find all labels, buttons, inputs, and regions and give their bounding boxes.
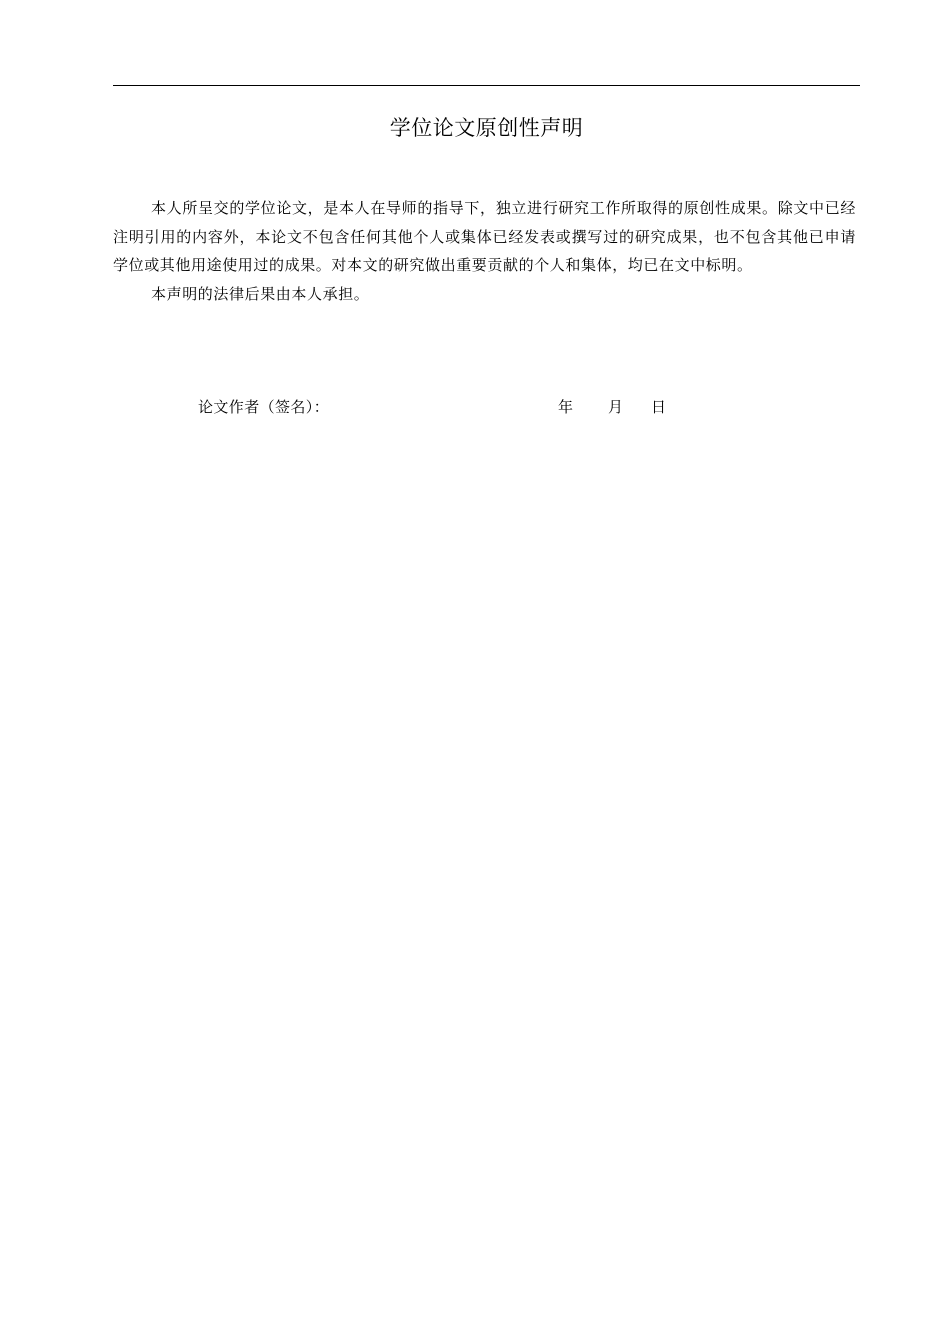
date-day-label: 日 [651,398,667,416]
document-title: 学位论文原创性声明 [389,116,584,140]
header-rule [113,85,860,86]
date-month-label: 月 [608,398,624,416]
legal-consequence-paragraph: 本声明的法律后果由本人承担。 [151,285,370,304]
signature-row [0,396,950,420]
declaration-paragraph: 本人所呈交的学位论文，是本人在导师的指导下，独立进行研究工作所取得的原创性成果。除文中已经注明引用的内容外，本论文不包含任何其他个人或集体已经发表或撰写过的研究成果，也不包含其他已申请学位或其他用途使用过的成果。对本文的研究做出重要贡献的个人和集体，均已在文中标明。 [113,199,856,275]
date-year-label: 年 [558,398,574,416]
declaration-body [113,194,856,309]
author-signature-label: 论文作者（签名）： [198,398,330,416]
